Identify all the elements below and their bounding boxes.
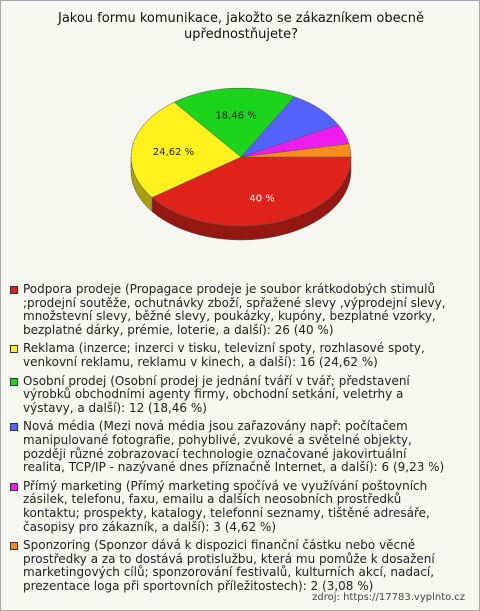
legend-swatch-2 bbox=[10, 345, 18, 353]
legend-swatch-4 bbox=[10, 423, 18, 431]
legend-label-6: Sponzoring (Sponzor dává k dispozici finanční částku nebo věcné prostředky a za to dostává protislužbu, která mu pomůže k dosažení marketingových cílů; sponzorování festivalů, kulturních akcí, nadací, prezentace loga při sportovních příležitostech): 2 (3,08 %) bbox=[23, 538, 435, 593]
slice-percent-label-3: 18,46 % bbox=[215, 110, 257, 122]
legend-label-1: Podpora prodeje (Propagace prodeje je soubor krátkodobých stimulů ;prodejní soutěže, ochutnávky zboží, spřažené slevy ,výprodejní slevy, množstevní slevy, běžné slevy, poukázky, kupóny, bezplatné vzorky, bezplatné dárky, prémie, loterie, a další): 26 (40 %) bbox=[23, 282, 446, 337]
legend-label-3: Osobní prodej (Osobní prodej je jednání tváří v tvář; představení výrobků obchodními agenty firmy, obchodní setkání, veletrhy a výstavy, a další): 12 (18,46 %) bbox=[23, 373, 410, 415]
legend-item-3 bbox=[9, 375, 449, 416]
chart-title: Jakou formu komunikace, jakožto se zákazníkem obecně upřednostňujete? bbox=[57, 11, 424, 42]
legend-label-4: Nová média (Mezi nová média jsou zařazovány např: počítačem manipulované fotografie, pohyblivé, zvukové a světelné objekty, později různé zobrazovací technologie označované jakovirtuální realita, TCP/IP - nazývané dnes příznačně Internet, a další): 6 (9,23 %) bbox=[23, 419, 445, 475]
legend-label-2: Reklama (inzerce; inzerci v tisku, televizní spoty, rozhlasové spoty, venkovní reklamu, reklamu v kinech, a další): 16 (24,62 %) bbox=[23, 341, 425, 369]
legend-item-4 bbox=[9, 420, 449, 474]
legend-item-6 bbox=[9, 539, 449, 593]
legend-item-5 bbox=[9, 480, 449, 534]
legend bbox=[9, 283, 449, 598]
legend-swatch-5 bbox=[10, 483, 18, 491]
legend-label-5: Přímý marketing (Přímý marketing spočívá ve využívání poštovních zásilek, telefonu, faxu, emailu a dalších neosobních prostředků kontaktu; prospekty, katalogy, telefonní seznamy, tištěné adresáře, časopisy pro zákazník, a další): 3 (4,62 %) bbox=[23, 478, 430, 534]
source-note: zdroj: https://17783.vyplnto.cz bbox=[312, 592, 465, 603]
legend-swatch-3 bbox=[10, 378, 18, 386]
legend-item-2 bbox=[9, 342, 449, 369]
legend-item-1 bbox=[9, 283, 449, 337]
legend-swatch-6 bbox=[10, 542, 18, 550]
slice-percent-label-1: 40 % bbox=[249, 193, 275, 205]
legend-swatch-1 bbox=[10, 286, 18, 294]
pie-chart bbox=[1, 1, 479, 281]
slice-percent-label-2: 24,62 % bbox=[152, 146, 195, 158]
